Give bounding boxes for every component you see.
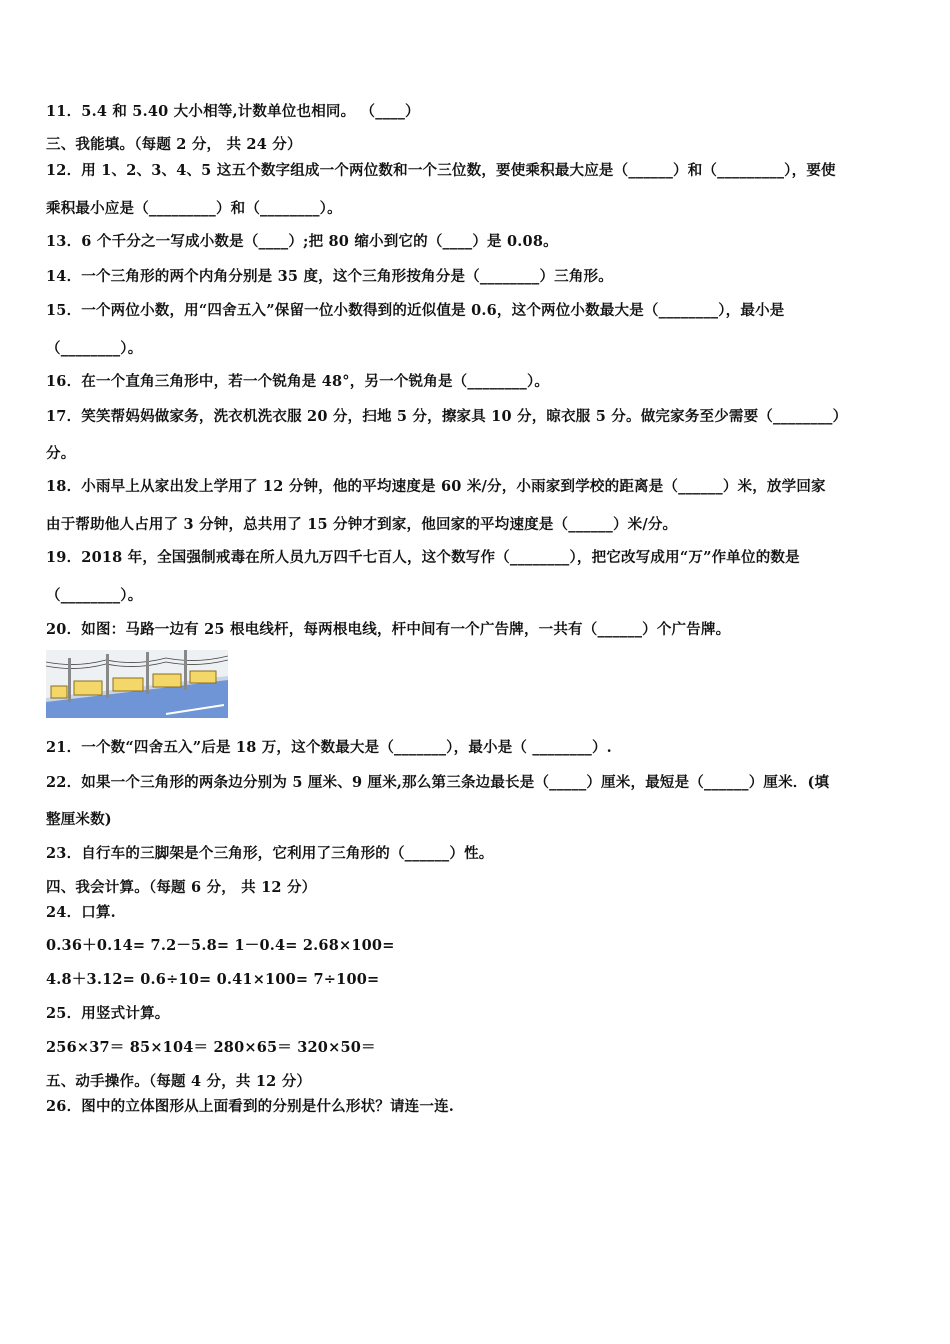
question-26: 26．图中的立体图形从上面看到的分别是什么形状？请连一连.	[46, 1098, 455, 1115]
question-18: 18．小雨早上从家出发上学用了 12 分钟，他的平均速度是 60 米/分，小雨家到学校的距离是（______）米，放学回家	[46, 478, 826, 495]
billboard-2	[74, 681, 102, 695]
question-18-cont: 由于帮助他人占用了 3 分钟，总共用了 15 分钟才到家，他回家的平均速度是（______）米/分。	[46, 516, 678, 533]
question-14: 14．一个三角形的两个内角分别是 35 度，这个三角形按角分是（________）三角形。	[46, 268, 613, 285]
question-24: 24．口算.	[46, 904, 116, 921]
power-pole-illustration	[46, 650, 228, 718]
question-12: 12．用 1、2、3、4、5 这五个数字组成一个两位数和一个三位数，要使乘积最大应是（______）和（_________），要使	[46, 162, 836, 179]
question-17-cont: 分。	[46, 445, 76, 462]
billboard-5	[190, 671, 216, 683]
question-11: 11．5.4 和 5.40 大小相等,计数单位也相同。 （____）	[46, 103, 420, 120]
question-17: 17．笑笑帮妈妈做家务，洗衣机洗衣服 20 分，扫地 5 分，擦家具 10 分，晾衣服 5 分。做完家务至少需要（________）	[46, 408, 848, 425]
section-4-heading: 四、我会计算。（每题 6 分， 共 12 分）	[46, 879, 317, 896]
section-5-heading: 五、动手操作。（每题 4 分，共 12 分）	[46, 1073, 312, 1090]
question-19: 19．2018 年，全国强制戒毒在所人员九万四千七百人，这个数写作（________），把它改写成用“万”作单位的数是	[46, 549, 800, 566]
question-16: 16．在一个直角三角形中，若一个锐角是 48°，另一个锐角是（________）。	[46, 373, 550, 390]
section-3-heading: 三、我能填。（每题 2 分， 共 24 分）	[46, 136, 302, 153]
power-pole-4	[184, 650, 187, 690]
question-25: 25．用竖式计算。	[46, 1005, 170, 1022]
question-22-cont: 整厘米数)	[46, 811, 112, 828]
question-19-cont: （________）。	[46, 587, 143, 604]
power-pole-2	[106, 654, 109, 698]
billboard-4	[153, 674, 181, 687]
question-23: 23．自行车的三脚架是个三角形，它利用了三角形的（______）性。	[46, 845, 494, 862]
power-pole-3	[146, 652, 149, 694]
mental-calc-row-1: 0.36＋0.14= 7.2－5.8= 1－0.4= 2.68×100=	[46, 937, 395, 954]
question-20: 20．如图：马路一边有 25 根电线杆，每两根电线，杆中间有一个广告牌，一共有（______）个广告牌。	[46, 621, 731, 638]
mental-calc-row-2: 4.8＋3.12= 0.6÷10= 0.41×100= 7÷100=	[46, 971, 380, 988]
question-13: 13．6 个千分之一写成小数是（____）;把 80 缩小到它的（____）是 0.08。	[46, 233, 558, 250]
question-22: 22．如果一个三角形的两条边分别为 5 厘米、9 厘米,那么第三条边最长是（_____）厘米，最短是（______）厘米．(填	[46, 774, 830, 791]
question-12-cont: 乘积最小应是（_________）和（________）。	[46, 200, 342, 217]
question-15: 15．一个两位小数，用“四舍五入”保留一位小数得到的近似值是 0.6，这个两位小数最大是（________），最小是	[46, 302, 785, 319]
billboard-3	[113, 678, 143, 691]
question-21: 21．一个数“四舍五入”后是 18 万，这个数最大是（_______），最小是（ ________）.	[46, 739, 612, 756]
power-pole-1	[68, 658, 71, 702]
billboard-1	[51, 686, 67, 698]
vertical-calc-row: 256×37＝ 85×104＝ 280×65＝ 320×50＝	[46, 1039, 376, 1056]
question-15-cont: （________）。	[46, 340, 143, 357]
